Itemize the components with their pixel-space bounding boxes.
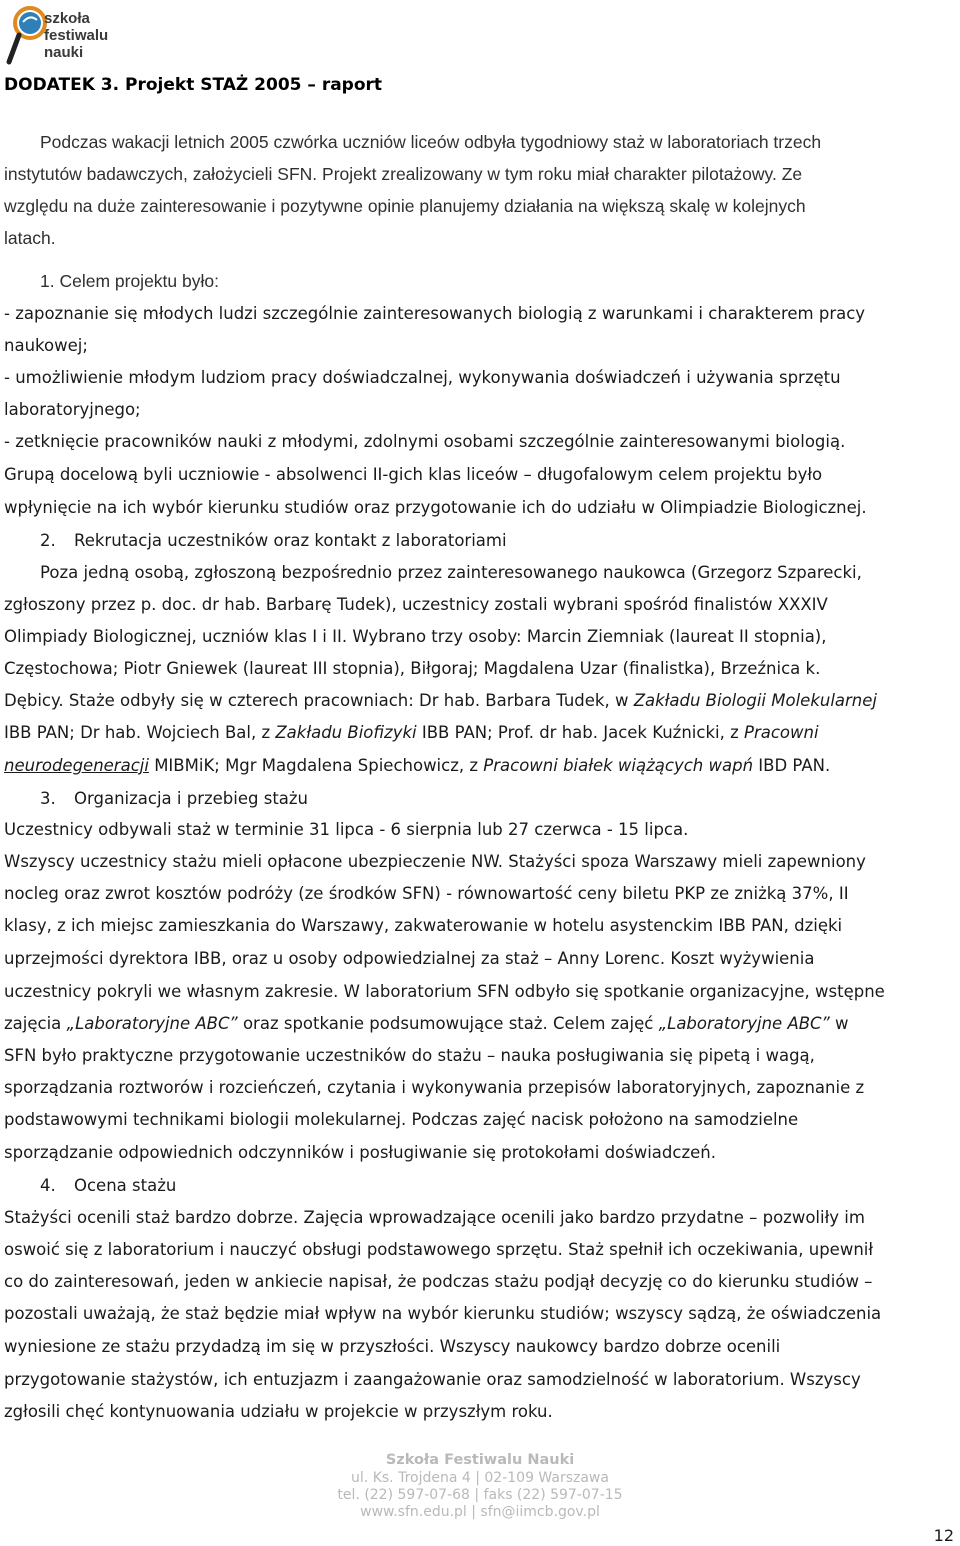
italic-span: Pracowni białek wiążących wapń <box>483 756 754 775</box>
paragraph-line: Olimpiady Biologicznej, uczniów klas I i II. Wybrano trzy osoby: Marcin Ziemniak (laureat II stopnia), <box>4 627 827 646</box>
text-span: MIBMiK; Mgr Magdalena Spiechowicz, z <box>148 756 484 775</box>
page-title: DODATEK 3. Projekt STAŻ 2005 – raport <box>4 75 383 95</box>
paragraph-line: - zetknięcie pracowników nauki z młodymi, zdolnymi osobami szczególnie zainteresowanymi biologią. <box>4 432 846 451</box>
paragraph-line: pozostali uważają, że staż będzie miał wpływ na wybór kierunku studiów; wszyscy sądzą, że oświadczenia <box>4 1304 882 1323</box>
paragraph-line: uczestnicy pokryli we własnym zakresie. W laboratorium SFN odbyło się spotkanie organizacyjne, wstępne <box>4 982 885 1001</box>
logo-line-1: szkoła <box>44 10 90 27</box>
paragraph-line: wpłynięcie na ich wybór kierunku studiów oraz przygotowanie ich do udziału w Olimpiadzie Biologicznej. <box>4 498 867 517</box>
paragraph-line: co do zainteresowań, jeden w ankiecie napisał, że podczas stażu podjął decyzję co do kierunku studiów – <box>4 1272 873 1291</box>
paragraph-line: - umożliwienie młodym ludziom pracy doświadczalnej, wykonywania doświadczeń i używania sprzętu <box>4 368 841 387</box>
paragraph-line: latach. <box>4 228 56 248</box>
logo-text <box>44 10 108 61</box>
section-number: 2. <box>40 531 56 550</box>
section-title: Rekrutacja uczestników oraz kontakt z laboratoriami <box>74 531 507 550</box>
section-heading-4 <box>40 1176 176 1196</box>
section-heading-3 <box>40 789 308 809</box>
paragraph-line <box>4 723 819 743</box>
paragraph-line: Podczas wakacji letnich 2005 czwórka uczniów liceów odbyła tygodniowy staż w laboratoriach trzech <box>40 132 822 152</box>
logo <box>4 4 114 68</box>
text-span: oraz spotkanie podsumowujące staż. Celem zajęć <box>237 1014 659 1033</box>
paragraph-line: względu na duże zainteresowanie i pozytywne opinie planujemy działania na większą skalę w kolejnych <box>4 196 806 216</box>
logo-line-2: festiwalu <box>44 27 109 44</box>
paragraph-line <box>4 691 877 711</box>
section-number: 3. <box>40 789 56 808</box>
italic-span: „Laboratoryjne ABC” <box>658 1014 830 1033</box>
paragraph-line: Częstochowa; Piotr Gniewek (laureat III stopnia), Biłgoraj; Magdalena Uzar (finalistka), Brzeźnica k. <box>4 659 821 678</box>
paragraph-line: zgłoszony przez p. doc. dr hab. Barbarę Tudek), uczestnicy zostali wybrani spośród finalistów XXXIV <box>4 595 828 614</box>
paragraph-line: naukowej; <box>4 336 88 355</box>
text-span: Dębicy. Staże odbyły się w czterech pracowniach: Dr hab. Barbara Tudek, w <box>4 691 634 710</box>
footer-org-name: Szkoła Festiwalu Nauki <box>385 1452 575 1468</box>
section-title: Ocena stażu <box>74 1176 177 1195</box>
paragraph-line <box>4 1014 849 1034</box>
paragraph-line: zgłosili chęć kontynuowania udziału w projekcie w przyszłym roku. <box>4 1402 553 1421</box>
paragraph-line <box>4 756 830 776</box>
italic-span: Pracowni <box>744 723 819 742</box>
page-number: 12 <box>933 1526 954 1545</box>
italic-span: „Laboratoryjne ABC” <box>66 1014 238 1033</box>
italic-span: neurodegeneracji <box>4 756 149 775</box>
logo-line-3: nauki <box>44 44 84 61</box>
text-span: IBD PAN. <box>753 756 831 775</box>
paragraph-line: laboratoryjnego; <box>4 400 141 419</box>
paragraph-line: - zapoznanie się młodych ludzi szczególnie zainteresowanych biologią z warunkami i charakterem pracy <box>4 304 866 323</box>
section-title: Organizacja i przebieg stażu <box>74 789 309 808</box>
section-heading-1: 1. Celem projektu było: <box>40 271 219 291</box>
paragraph-line: uprzejmości dyrektora IBB, oraz u osoby odpowiedzialnej za staż – Anny Lorenc. Koszt wyżywienia <box>4 949 815 968</box>
text-span: IBB PAN; Prof. dr hab. Jacek Kuźnicki, z <box>416 723 744 742</box>
text-span: zajęcia <box>4 1014 67 1033</box>
paragraph-line: instytutów badawczych, założycieli SFN. Projekt zrealizowany w tym roku miał charakter pilotażowy. Ze <box>4 164 803 184</box>
paragraph-line: SFN było praktyczne przygotowanie uczestników do stażu – nauka posługiwania się pipetą i wagą, <box>4 1046 815 1065</box>
paragraph-line: Wszyscy uczestnicy stażu mieli opłacone ubezpieczenie NW. Stażyści spoza Warszawy mieli zapewniony <box>4 852 866 871</box>
paragraph-line: klasy, z ich miejsc zamieszkania do Warszawy, zakwaterowanie w hotelu asystenckim IBB PAN, dzięki <box>4 916 843 935</box>
italic-span: Zakładu Biologii Molekularnej <box>633 691 877 710</box>
paragraph-line: oswoić się z laboratorium i nauczyć obsługi podstawowego sprzętu. Staż spełnił ich oczekiwania, upewnił <box>4 1240 874 1259</box>
paragraph-line: Uczestnicy odbywali staż w terminie 31 lipca - 6 sierpnia lub 27 czerwca - 15 lipca. <box>4 820 689 839</box>
paragraph-line: sporządzanie odpowiednich odczynników i posługiwanie się protokołami doświadczeń. <box>4 1143 716 1162</box>
section-number: 4. <box>40 1176 56 1195</box>
paragraph-line: Poza jedną osobą, zgłoszoną bezpośrednio przez zainteresowanego naukowca (Grzegorz Szparecki, <box>40 563 862 582</box>
footer-address: ul. Ks. Trojdena 4 | 02-109 Warszawa <box>351 1470 609 1486</box>
footer-web: www.sfn.edu.pl | sfn@iimcb.gov.pl <box>360 1504 600 1520</box>
section-heading-2 <box>40 531 507 551</box>
footer-phone: tel. (22) 597-07-68 | faks (22) 597-07-15 <box>337 1487 623 1503</box>
text-span: w <box>829 1014 849 1033</box>
paragraph-line: nocleg oraz zwrot kosztów podróży (ze środków SFN) - równowartość ceny biletu PKP ze zniżką 37%, II <box>4 884 849 903</box>
paragraph-line: przygotowanie stażystów, ich entuzjazm i zaangażowanie oraz samodzielność w laboratorium. Wszyscy <box>4 1370 861 1389</box>
paragraph-line: wyniesione ze stażu przydadzą im się w przyszłości. Wszyscy naukowcy bardzo dobrze ocenili <box>4 1337 781 1356</box>
paragraph-line: Stażyści ocenili staż bardzo dobrze. Zajęcia wprowadzające ocenili jako bardzo przydatne – pozwoliły im <box>4 1208 865 1227</box>
paragraph-line: sporządzania roztworów i rozcieńczeń, czytania i wykonywania przepisów laboratoryjnych, zapoznanie z <box>4 1078 865 1097</box>
paragraph-line: podstawowymi technikami biologii molekularnej. Podczas zajęć nacisk położono na samodzielne <box>4 1110 799 1129</box>
text-span: IBB PAN; Dr hab. Wojciech Bal, z <box>4 723 276 742</box>
italic-span: Zakładu Biofizyki <box>275 723 417 742</box>
paragraph-line: Grupą docelową byli uczniowie - absolwenci II-gich klas liceów – długofalowym celem projektu było <box>4 465 823 484</box>
